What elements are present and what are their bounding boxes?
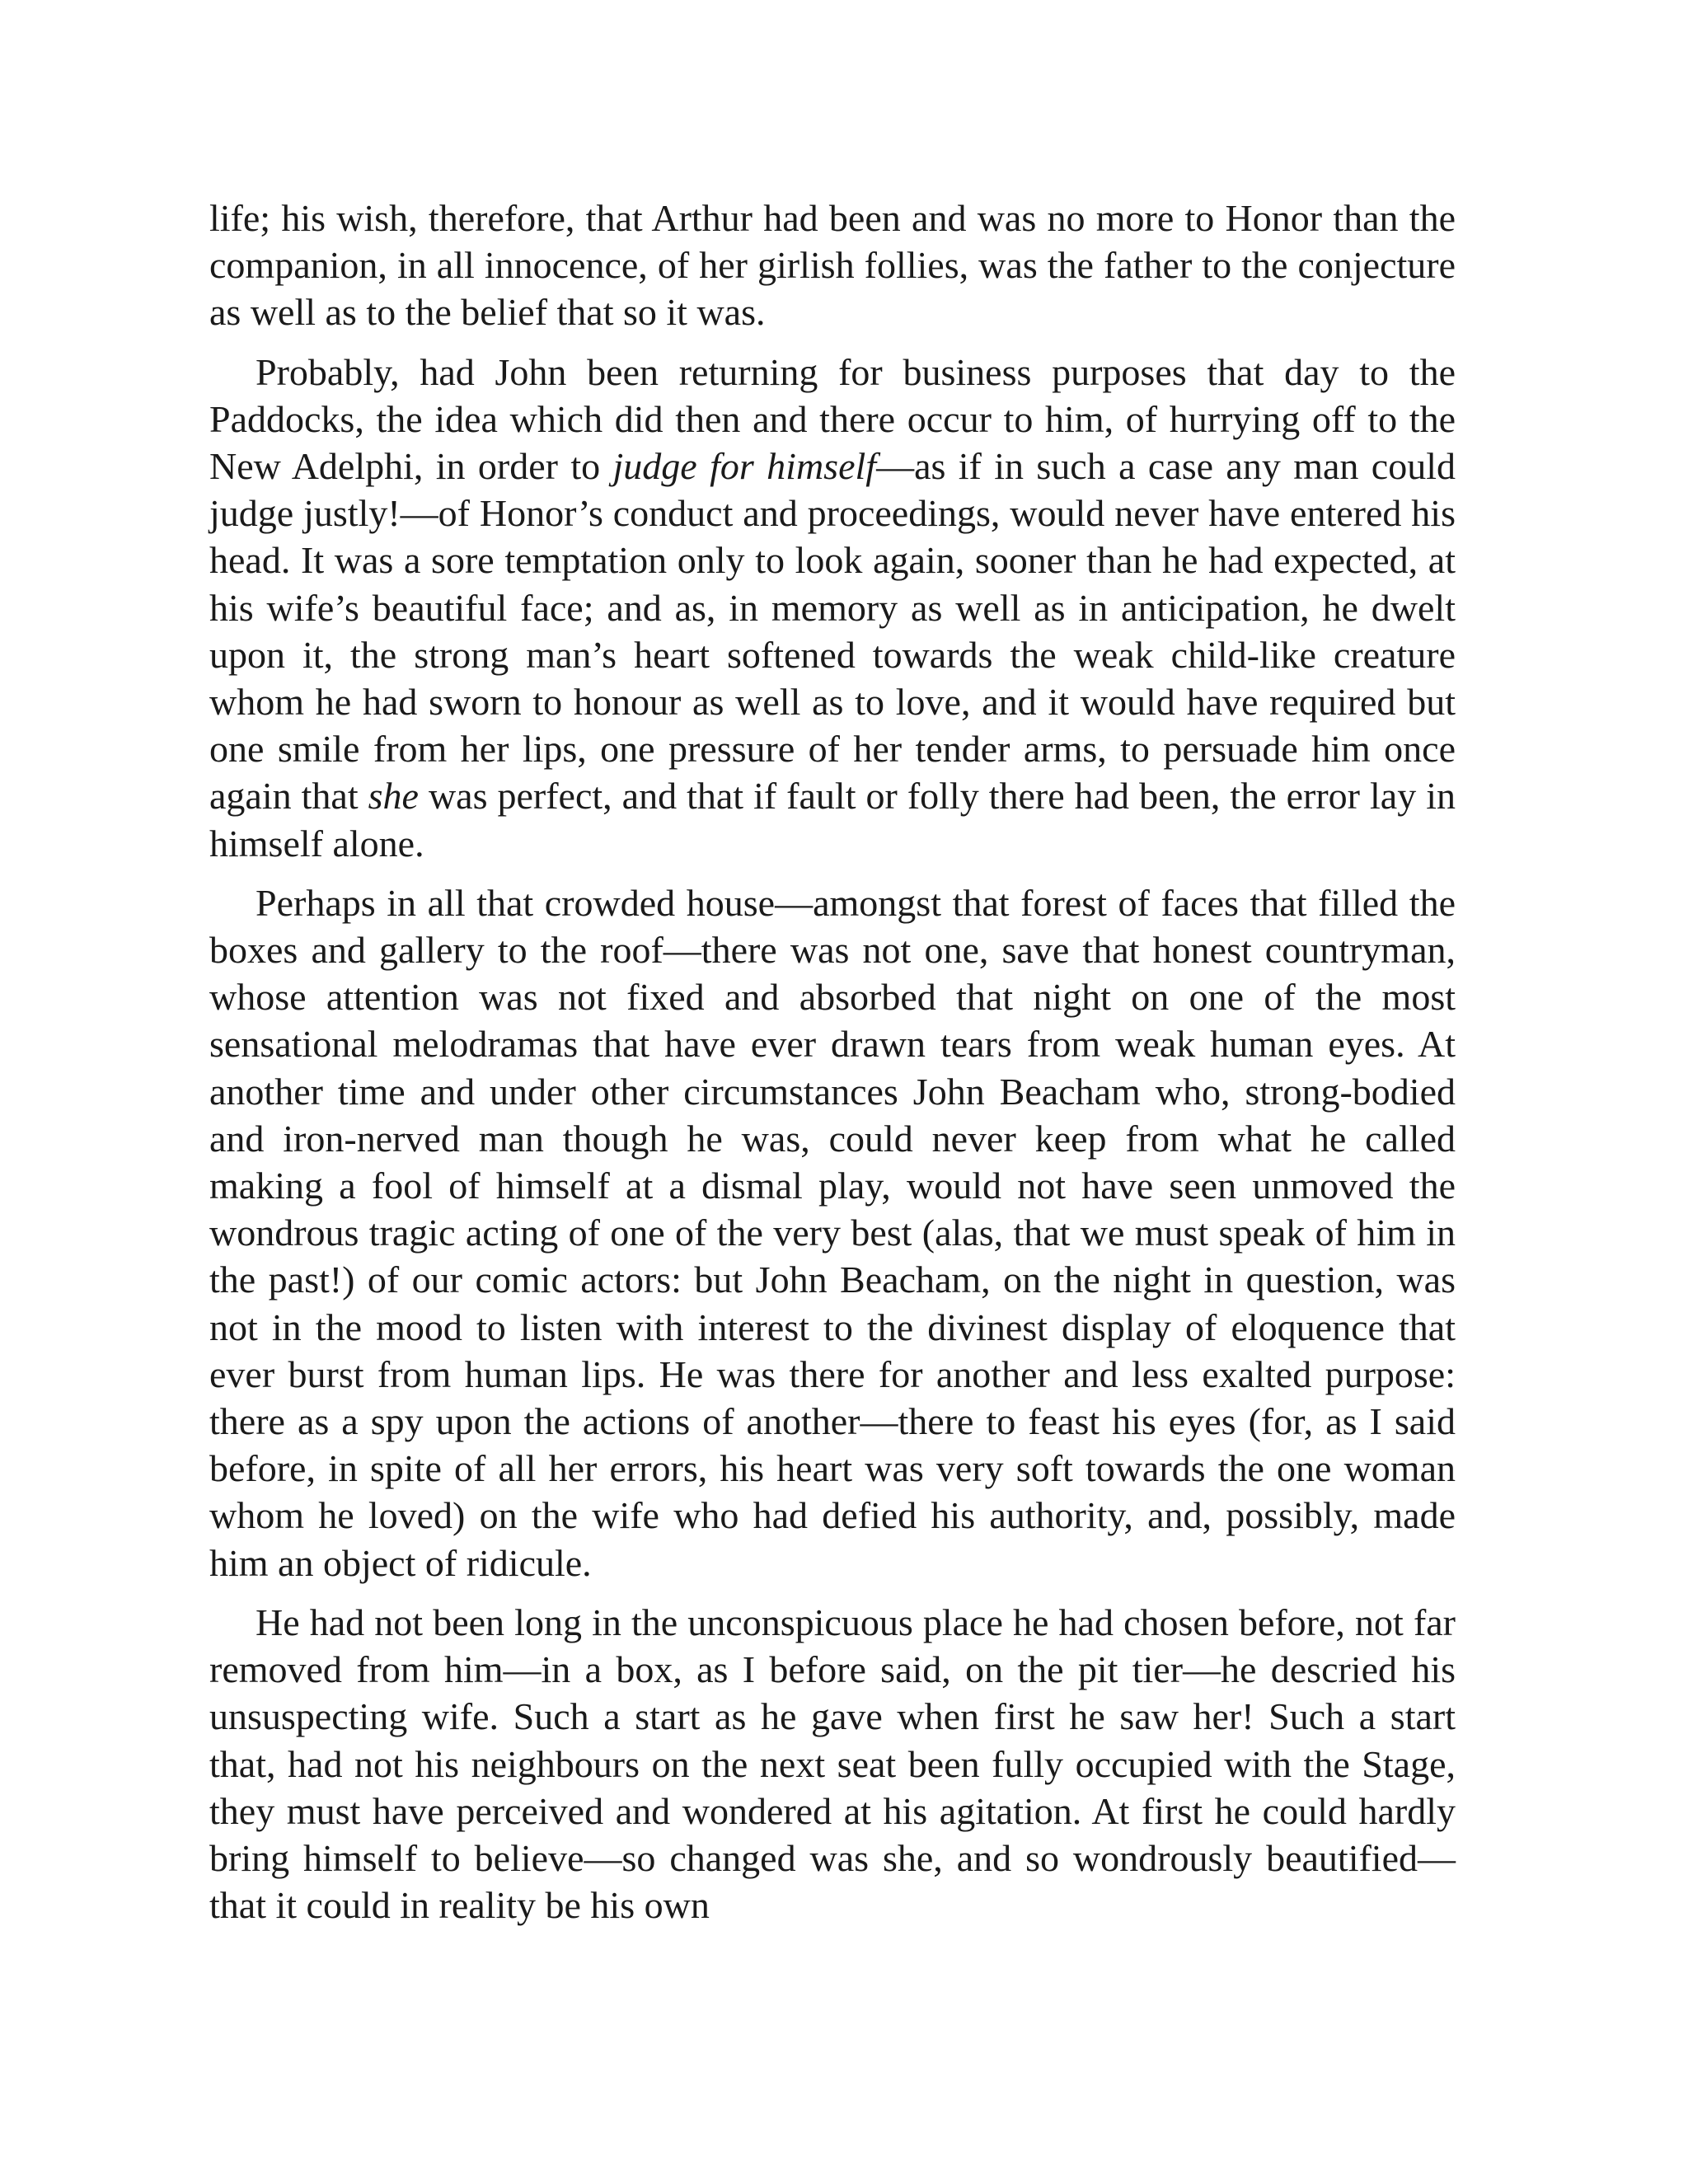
- paragraph-2: [209, 349, 1456, 867]
- page-body: [209, 194, 1456, 1941]
- paragraph-1-text: life; his wish, therefore, that Arthur had been and was no more to Honor than the companion, in all innocence, of her girlish follies, was the father to the conjecture as well as to the belief that so it was.: [209, 197, 1456, 334]
- paragraph-4: [209, 1599, 1456, 1929]
- paragraph-2-text: Probably, had John been returning for business purposes that day to the Paddocks, the idea which did then and there occur to him, of hurrying off to the New Adelphi, in order to: [209, 350, 1456, 488]
- paragraph-3: [209, 879, 1456, 1586]
- paragraph-2-italic-word: she: [368, 775, 419, 818]
- paragraph-4-text: He had not been long in the unconspicuous place he had chosen before, not far removed from him—in a box, as I before said, on the pit tier—he descried his unsuspecting wife. Such a start as he gave when first he saw her! Such a start that, had not his neighbours on the next seat been fully occupied with the Stage, they must have perceived and wondered at his agitation. At first he could hardly bring himself to believe—so changed was she, and so wondrously beautified—that it could in reality be his own: [209, 1601, 1456, 1927]
- paragraph-2-italic-phrase: judge for himself: [612, 445, 877, 488]
- paragraph-3-text: Perhaps in all that crowded house—amongst that forest of faces that filled the boxes and gallery to the roof—there was not one, save that honest countryman, whose attention was not fixed and absorbed that night on one of the most sensational melodramas that have ever drawn tears from weak human eyes. At another time and under other circumstances John Beacham who, strong-bodied and iron-nerved man though he was, could never keep from what he called making a fool of himself at a dismal play, would not have seen unmoved the wondrous tragic acting of one of the very best (alas, that we must speak of him in the past!) of our comic actors: but John Beacham, on the night in question, was not in the mood to listen with interest to the divinest display of eloquence that ever burst from human lips. He was there for another and less exalted purpose: there as a spy upon the actions of another—there to feast his eyes (for, as I said before, in spite of all her errors, his heart was very soft towards the one woman whom he loved) on the wife who had defied his authority, and, possibly, made him an object of ridicule.: [209, 881, 1456, 1584]
- paragraph-1: [209, 194, 1456, 336]
- paragraph-2-text: —as if in such a case any man could judge justly!—of Honor’s conduct and proceedings, would never have entered his head. It was a sore temptation only to look again, sooner than he had expected, at his wife’s beautiful face; and as, in memory as well as in anticipation, he dwelt upon it, the strong man’s heart softened towards the weak child-like creature whom he had sworn to honour as well as to love, and it would have required but one smile from her lips, one pressure of her tender arms, to persuade him once again that: [209, 445, 1456, 818]
- paragraph-2-text: was perfect, and that if fault or folly there had been, the error lay in himself alone.: [209, 775, 1456, 865]
